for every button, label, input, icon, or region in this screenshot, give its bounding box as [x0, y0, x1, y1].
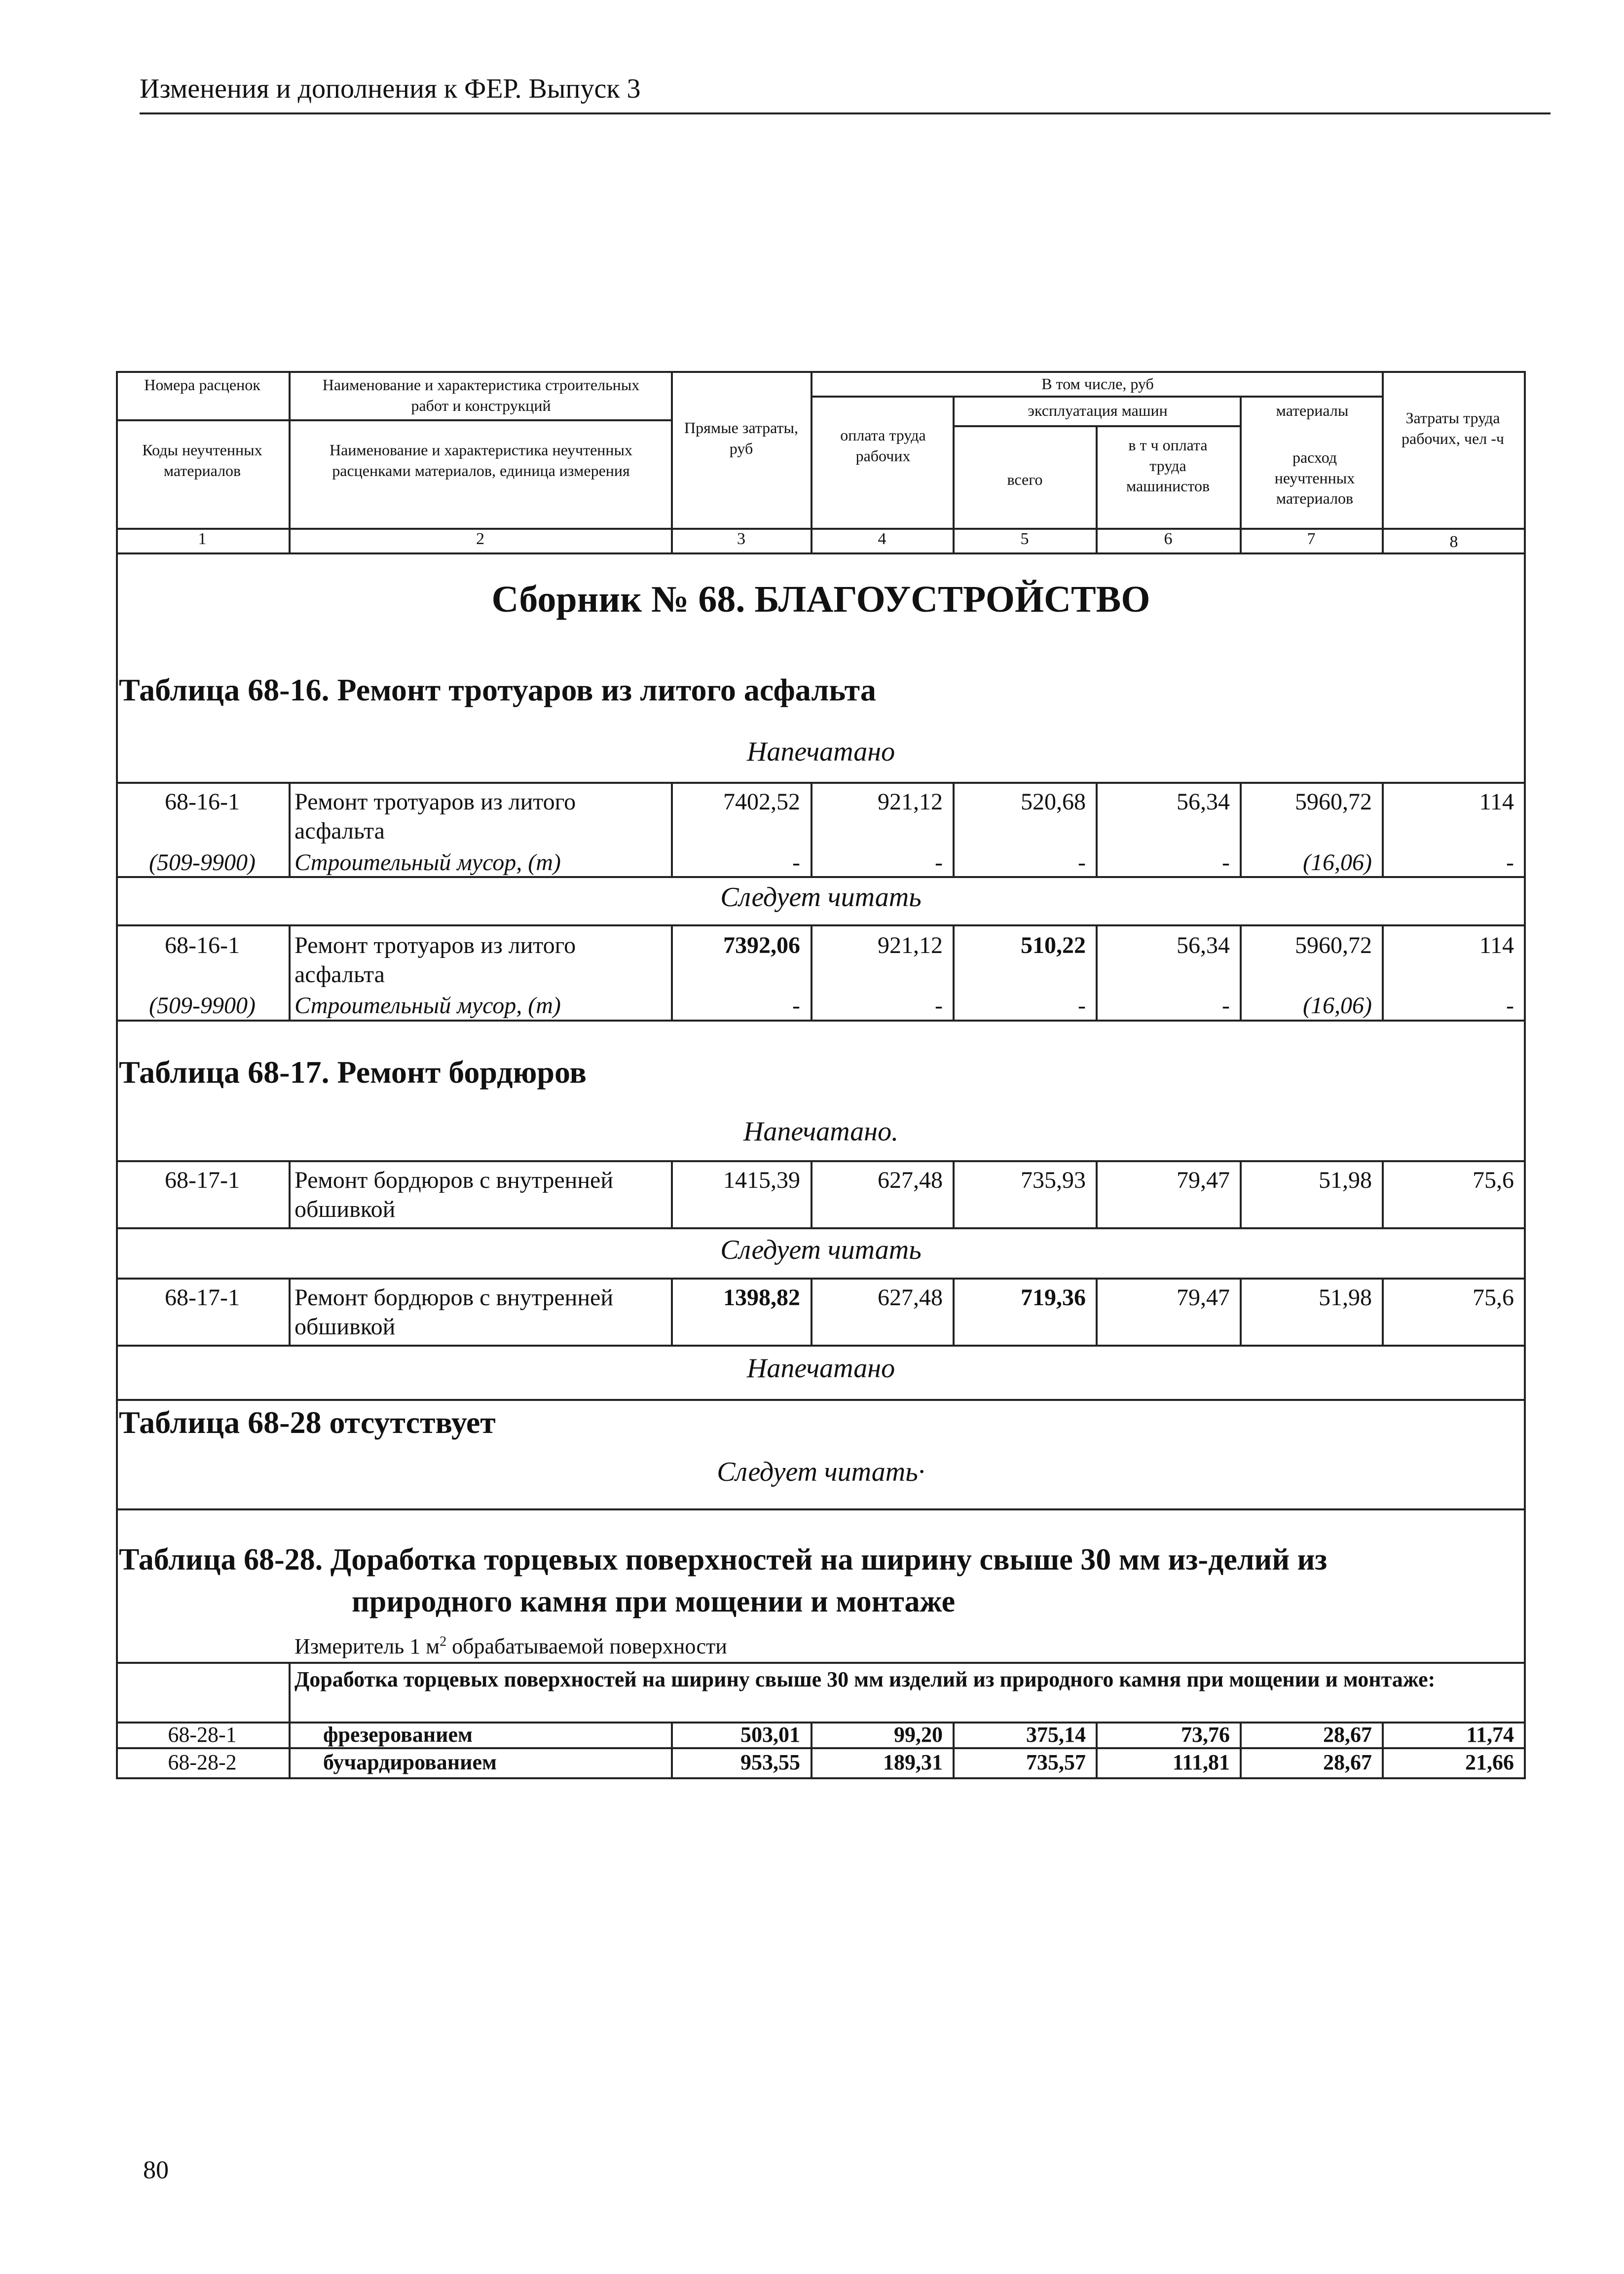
machines-total: - [1078, 992, 1086, 1019]
col-number: 3 [737, 530, 745, 548]
labor-hours: 21,66 [1465, 1750, 1514, 1774]
printed-label: Напечатано [746, 1353, 895, 1384]
h-col-line [671, 371, 673, 553]
should-read-label: Следует читать [720, 1235, 922, 1265]
row-line [116, 1278, 1526, 1280]
col6-header: в т ч оплата труда машинистов [1126, 436, 1210, 495]
table-68-16-title: Таблица 68-16. Ремонт тротуаров из литого асфальта [119, 672, 876, 707]
rate-code: 68-17-1 [165, 1284, 240, 1311]
machines-total: 510,22 [1021, 932, 1086, 958]
machines-total: 520,68 [1021, 789, 1086, 815]
materials-cost: 51,98 [1319, 1167, 1372, 1193]
col1-sub-header: Коды неучтенных материалов [142, 441, 262, 479]
machinists-pay: 79,47 [1177, 1167, 1230, 1193]
row-line [116, 1662, 1526, 1664]
row-line [116, 1160, 1526, 1162]
col7-header: расход неучтенных материалов [1274, 448, 1355, 508]
materials-cost: 28,67 [1323, 1750, 1372, 1774]
labor-hours: 114 [1479, 789, 1514, 815]
machines-header: эксплуатация машин [1028, 402, 1168, 419]
section-title: Сборник № 68. БЛАГОУСТРОЙСТВО [491, 579, 1150, 620]
machines-total: - [1078, 849, 1086, 876]
labor-pay: 99,20 [894, 1723, 943, 1747]
col-number: 5 [1020, 530, 1029, 548]
rate-code: 68-16-1 [165, 789, 240, 815]
direct-costs: 953,55 [740, 1750, 800, 1774]
col-number: 6 [1164, 530, 1173, 548]
direct-costs: 1415,39 [723, 1167, 800, 1193]
rate-name: Ремонт тротуаров из литого асфальта [295, 932, 576, 988]
rate-name: Ремонт бордюров с внутренней обшивкой [295, 1284, 614, 1340]
table-68-17-title: Таблица 68-17. Ремонт бордюров [119, 1055, 587, 1090]
row-line [116, 1227, 1526, 1229]
labor-pay: 921,12 [878, 932, 943, 958]
material-name: Строительный мусор, (т) [295, 849, 561, 876]
rate-name: Ремонт тротуаров из литого асфальта [295, 789, 576, 844]
labor-pay: 627,48 [878, 1167, 943, 1193]
row-line [116, 924, 1526, 926]
h-col-line [1382, 371, 1384, 553]
labor-hours: 75,6 [1473, 1284, 1514, 1311]
labor-hours: - [1506, 992, 1514, 1019]
labor-hours: 11,74 [1466, 1723, 1514, 1747]
rate-code: 68-28-1 [168, 1723, 237, 1747]
materials-cost: 5960,72 [1295, 932, 1372, 958]
labor-pay: - [935, 849, 943, 876]
labor-pay: - [935, 992, 943, 1019]
group-header: В том числе, руб [1041, 375, 1154, 393]
col-number: 7 [1307, 530, 1316, 548]
should-read-label: Следует читать [720, 882, 922, 913]
col-line [289, 1278, 291, 1345]
h-col-line [811, 371, 812, 553]
work-group-description: Доработка торцевых поверхностей на ширину свыше 30 мм изделий из природного камня при мощении и монтаже: [295, 1667, 1436, 1691]
col-number: 2 [476, 530, 484, 548]
machinists-pay: 56,34 [1177, 789, 1230, 815]
page-number: 80 [143, 2156, 169, 2184]
h-row-line [116, 552, 1526, 554]
rates-table [116, 371, 1526, 1779]
material-code: (509-9900) [149, 992, 256, 1019]
materials-consumption: (16,06) [1303, 849, 1372, 876]
rate-name: фрезерованием [323, 1723, 473, 1747]
col-line [289, 782, 291, 876]
col5-header: всего [1007, 471, 1043, 488]
should-read-label: Следует читать· [717, 1457, 925, 1487]
machinists-pay: 79,47 [1177, 1284, 1230, 1311]
frame-top [116, 371, 1526, 373]
labor-hours: - [1506, 849, 1514, 876]
col-line [289, 1662, 291, 1779]
materials-cost: 5960,72 [1295, 789, 1372, 815]
col-number: 1 [198, 530, 207, 548]
h-row-line [811, 396, 1383, 398]
machinists-pay: - [1222, 992, 1230, 1019]
materials-cost: 51,98 [1319, 1284, 1372, 1311]
table-68-28-title: Таблица 68-28. Доработка торцевых поверхностей на ширину свыше 30 мм из-делий из [119, 1543, 1328, 1577]
machinists-pay: 73,76 [1181, 1723, 1230, 1747]
direct-costs: - [792, 849, 800, 876]
col4-header: оплата труда рабочих [840, 426, 926, 465]
col3-header: Прямые затраты, руб [684, 419, 799, 457]
materials-header: материалы [1276, 402, 1349, 419]
labor-hours: 75,6 [1473, 1167, 1514, 1193]
row-line [116, 782, 1526, 784]
table-68-28-title-cont: природного камня при мощении и монтаже [352, 1585, 956, 1618]
direct-costs: 7402,52 [723, 789, 800, 815]
materials-consumption: (16,06) [1303, 992, 1372, 1019]
col1-header: Номера расценок [144, 376, 260, 394]
h-row-line [116, 419, 672, 421]
machinists-pay: 56,34 [1177, 932, 1230, 958]
machines-total: 735,57 [1026, 1750, 1086, 1774]
machines-total: 735,93 [1021, 1167, 1086, 1193]
labor-pay: 189,31 [883, 1750, 943, 1774]
measure-unit [295, 1634, 727, 1659]
rate-code: 68-28-2 [168, 1750, 237, 1774]
materials-cost: 28,67 [1323, 1723, 1372, 1747]
h-row-line [953, 425, 1240, 427]
rate-name: Ремонт бордюров с внутренней обшивкой [295, 1167, 614, 1222]
row-line [116, 1399, 1526, 1401]
col2-sub-header: Наименование и характеристика неучтенных расценками материалов, единица измерения [329, 441, 633, 479]
material-code: (509-9900) [149, 849, 256, 876]
h-col-line [289, 371, 291, 553]
running-header: Изменения и дополнения к ФЕР. Выпуск 3 [140, 73, 641, 104]
labor-pay: 627,48 [878, 1284, 943, 1311]
direct-costs: 7392,06 [723, 932, 800, 958]
row-line [116, 1777, 1526, 1779]
printed-label: Напечатано [746, 736, 895, 767]
col8-header: Затраты труда рабочих, чел -ч [1402, 409, 1504, 447]
col-line [289, 1160, 291, 1227]
col-number: 4 [878, 530, 886, 548]
col-line [289, 924, 291, 1020]
row-line [116, 1508, 1526, 1510]
machines-total: 719,36 [1021, 1284, 1086, 1311]
rate-name: бучардированием [323, 1750, 497, 1774]
printed-label: Напечатано. [743, 1116, 899, 1147]
rate-code: 68-16-1 [165, 932, 240, 958]
labor-hours: 114 [1479, 932, 1514, 958]
direct-costs: - [792, 992, 800, 1019]
measure-unit-exponent: 2 [440, 1634, 447, 1650]
material-name: Строительный мусор, (т) [295, 992, 561, 1019]
machinists-pay: 111,81 [1172, 1750, 1230, 1774]
measure-unit-suffix: обрабатываемой поверхности [446, 1634, 727, 1658]
direct-costs: 1398,82 [723, 1284, 800, 1311]
machines-total: 375,14 [1026, 1723, 1086, 1747]
measure-unit-prefix: Измеритель 1 м [295, 1634, 440, 1658]
direct-costs: 503,01 [740, 1723, 800, 1747]
row-line [116, 1345, 1526, 1347]
col2-header: Наименование и характеристика строительных работ и конструкций [322, 376, 640, 414]
header-rule [140, 112, 1550, 114]
table-68-28-absent: Таблица 68-28 отсутствует [119, 1405, 496, 1440]
machinists-pay: - [1222, 849, 1230, 876]
rate-code: 68-17-1 [165, 1167, 240, 1193]
col-number: 8 [1449, 533, 1458, 551]
labor-pay: 921,12 [878, 789, 943, 815]
